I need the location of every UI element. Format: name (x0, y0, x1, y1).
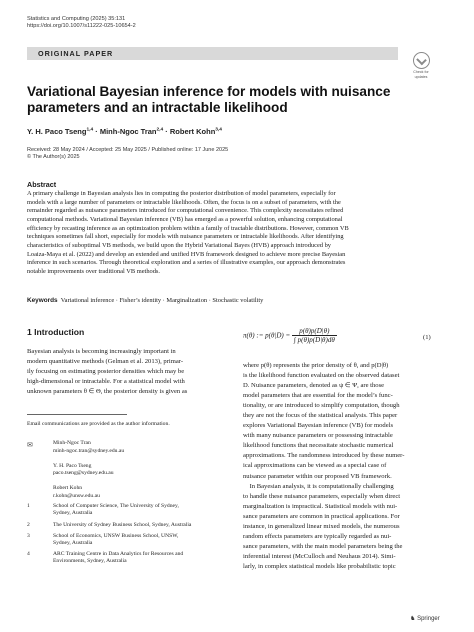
check-updates-line-1: Check for (413, 70, 429, 74)
author-affil-sup: 1,4 (86, 127, 94, 133)
publication-dates (27, 147, 228, 161)
footnote-note: Email communications are provided as the author information. (27, 421, 170, 427)
affiliation-line: School of Computer Science, The University of Sydney, (53, 503, 179, 509)
body-line: inferential interest (McCulloch and Neuhaus 2014). Simi- (243, 552, 396, 560)
footnote-divider (27, 414, 127, 415)
body-line: to handle these nuisance parameters, especially when direct (243, 492, 401, 500)
body-line: ily focusing on estimating posterior densities which may be (27, 368, 185, 376)
body-line: sance parameters are common in practical applications. For (243, 512, 400, 520)
body-line: Bayesian analysis is becoming increasingly important in (27, 348, 176, 355)
abstract-line: inference in such scenarios. Through theoretical exploration and a series of illustrative examples, our approach demonstrates (27, 259, 346, 267)
abstract-body (27, 190, 447, 277)
springer-horse-icon: ♞ (410, 616, 416, 622)
author-separator: · (165, 127, 170, 136)
check-for-updates-button[interactable] (409, 52, 433, 78)
doi-link[interactable]: https://doi.org/10.1007/s11222-025-10654-2 (27, 23, 136, 29)
author-name[interactable]: Minh-Ngoc Tran (99, 127, 157, 136)
intro-right-column (243, 361, 434, 572)
body-line: sance parameters, with the main model parameters being the (243, 542, 403, 550)
equation-fraction (292, 327, 337, 344)
author-separator: · (95, 127, 100, 136)
keywords-label: Keywords (27, 297, 58, 304)
equation-denominator: ∫ p(θ)p(D|θ)dθ (293, 336, 335, 344)
abstract-line: A primary challenge in Bayesian analysis lies in computing the posterior distribution of model parameters, especially for (27, 190, 336, 197)
author-contacts (53, 440, 124, 500)
body-line: explores Variational Bayesian inference (VB) for models (243, 422, 394, 430)
history-dates: Received: 28 May 2024 / Accepted: 25 May 2025 / Published online: 17 June 2025 (27, 147, 229, 153)
keywords-list: Variational inference · Fisher’s identity · Marginalization · Stochastic volatility (60, 297, 264, 304)
abstract-line: characteristics of suboptimal VB methods, we build upon the Hybrid Variational Bayes (HVB) approach introduced by (27, 241, 331, 249)
contact-email[interactable]: r.kohn@unsw.edu.au (53, 492, 100, 499)
body-line: nuisance parameter within our proposed VB framework. (243, 472, 392, 480)
body-line: with many nuisance parameters or possessing intractable (243, 432, 393, 440)
contact-name: Robert Kohn (53, 485, 83, 492)
contact-spacer (53, 455, 124, 463)
affiliation-line: The University of Sydney Business School, Sydney, Australia (53, 522, 192, 528)
affiliation-number: 1 (27, 503, 30, 509)
check-updates-icon (413, 52, 430, 69)
contact-name: Minh-Ngoc Tran (53, 440, 91, 446)
keywords (27, 297, 263, 304)
body-line: random effects parameters are typically regarded as nui- (243, 532, 392, 540)
journal-header (27, 16, 136, 30)
body-line: D. Nuisance parameters, denoted as ψ ∈ Ψ, are those (243, 382, 385, 390)
body-line: marginalization is impractical. Statistical models with nui- (243, 502, 398, 510)
affiliation-line: Sydney, Australia (53, 540, 93, 547)
copyright: © The Author(s) 2025 (27, 154, 80, 161)
author-name[interactable]: Y. H. Paco Tseng (27, 127, 87, 136)
publisher-logo (410, 615, 440, 622)
body-line: modern quantitative methods (Gelman et al. 2013), primar- (27, 358, 184, 366)
body-line: likelihood functions that necessitate stochastic numerical (243, 442, 394, 450)
author-list (27, 127, 222, 136)
abstract-line: computational methods. Variational Bayesian inference (VB) has emerged as a powerful solution, enhancing computational (27, 215, 343, 223)
abstract-line: Loaiza-Maya et al. (2022) and develop an extended and unified HVB framework designed to achieve more precise Bayesian (27, 250, 346, 258)
body-line: tionality, or are introduced to simplify computation, though (243, 402, 400, 410)
abstract-line: techniques sometimes fall short, especially for models with nuisance parameters or intractable likelihoods. After identifying (27, 233, 344, 241)
abstract-line: remainder regarded as nuisance parameters introduced for computational convenience. This complexity necessitates refined (27, 207, 344, 215)
body-line: high-dimensional or intractable. For a statistical model with (27, 378, 185, 386)
abstract-heading: Abstract (27, 180, 57, 189)
author-name[interactable]: Robert Kohn (169, 127, 216, 136)
body-line: ical approximations can be viewed as a special case of (243, 462, 387, 470)
body-line: unknown parameters θ ∈ Θ, the posterior density is given as (27, 388, 188, 396)
article-type-label: ORIGINAL PAPER (38, 49, 114, 58)
body-line: approximations. The randomness introduced by these numer- (243, 452, 405, 460)
equation-lhs: π(θ) := p(θ|D) = (243, 331, 291, 340)
body-line: they are not the focus of the statistical analysis. This paper (243, 412, 398, 420)
author-affil-sup: 2,4 (156, 127, 164, 133)
affiliation-number: 4 (27, 551, 30, 557)
body-line: where p(θ) represents the prior density of θ, and p(D|θ) (243, 362, 389, 369)
affiliation-line: Sydney, Australia (53, 510, 93, 517)
affiliation-number: 2 (27, 522, 30, 528)
paper-title: Variational Bayesian inference for models with nuisance parameters and an intractable likelihood (27, 84, 391, 115)
affiliation-line: School of Economics, UNSW Business School, UNSW, (53, 533, 179, 539)
body-line: In Bayesian analysis, it is computationally challenging (243, 482, 394, 490)
check-updates-line-2: updates (414, 75, 428, 79)
affiliation-line: Environments, Sydney, Australia (53, 558, 127, 565)
author-affil-sup: 3,4 (215, 127, 222, 133)
contact-spacer (53, 478, 124, 486)
equation-numerator: p(θ)p(D|θ) (292, 327, 337, 336)
equation-1 (243, 327, 435, 351)
affiliation-number: 3 (27, 533, 30, 539)
journal-citation: Statistics and Computing (2025) 35:131 (27, 16, 126, 22)
body-line: larly, in complex statistical models like probabilistic topic (243, 562, 396, 570)
body-line: is the likelihood function evaluated on the observed dataset (243, 372, 400, 380)
contact-email[interactable]: minh-ngoc.tran@sydney.edu.au (53, 447, 125, 454)
abstract-line: models with a large number of parameters or intractable likelihoods. Often, the focus is on a subset of parameters, with the (27, 198, 341, 206)
contact-email[interactable]: paco.tseng@sydney.edu.au (53, 470, 114, 477)
publisher-name: Springer (417, 616, 440, 622)
body-line: instance, in generalized linear mixed models, the numerous (243, 522, 400, 530)
abstract-line: notable improvements over traditional VB methods. (27, 267, 160, 275)
affiliation-line: ARC Training Centre in Data Analytics for Resources and (53, 551, 184, 557)
body-line: model parameters that are essential for the model’s func- (243, 392, 393, 400)
abstract-line: efficiency by recasting inference as an optimization problem within a family of tractable distributions. However, common VB (27, 224, 349, 232)
equation-number: (1) (423, 334, 431, 341)
envelope-icon: ✉ (27, 442, 33, 449)
contact-name: Y. H. Paco Tseng (53, 462, 92, 469)
intro-left-column (27, 347, 232, 397)
section-heading: 1 Introduction (27, 327, 85, 337)
